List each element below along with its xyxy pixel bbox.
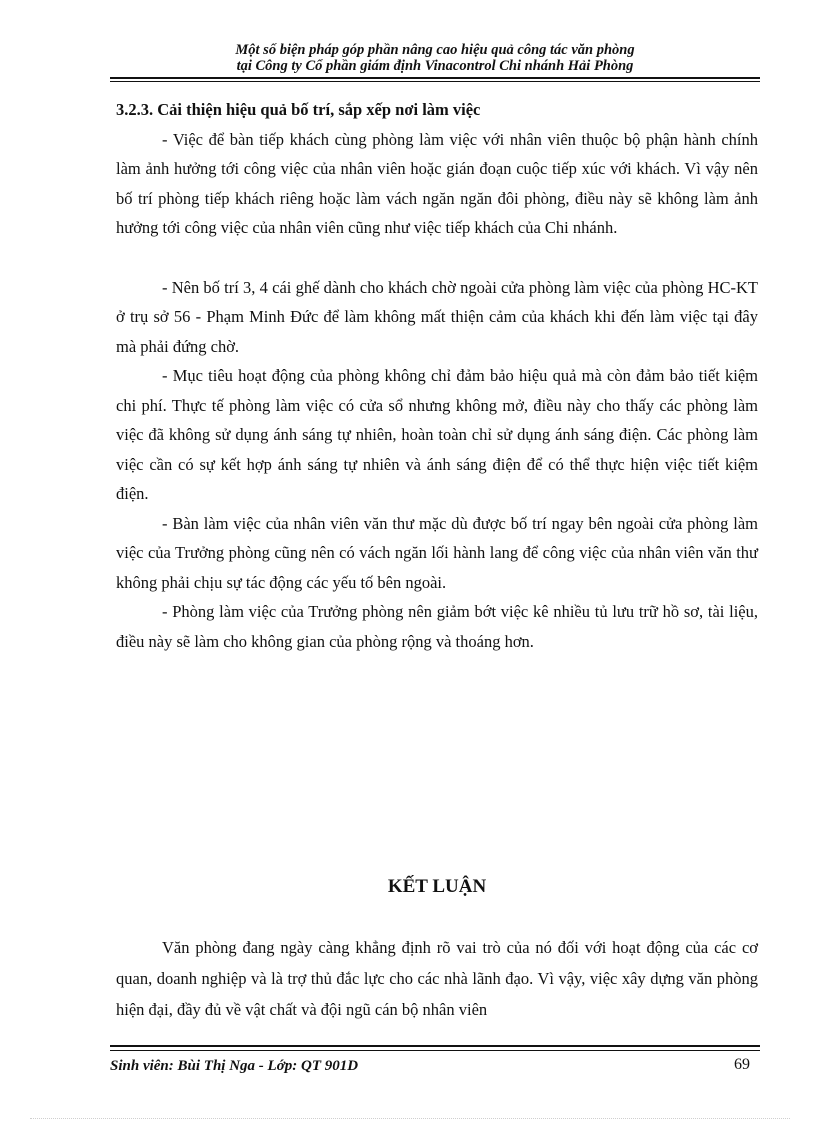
paragraph-gap	[116, 243, 758, 273]
conclusion-title: KẾT LUẬN	[387, 876, 487, 897]
section-title: 3.2.3. Cải thiện hiệu quả bố trí, sắp xếp nơi làm việc	[116, 100, 481, 119]
conclusion-paragraph: Văn phòng đang ngày càng khẳng định rõ vai trò của nó đối với hoạt động của các cơ quan, doanh nghiệp và là trợ thủ đắc lực cho các nhà lãnh đạo. Vì vậy, việc xây dựng văn phòng hiện đại, đầy đủ về vật chất và đội ngũ cán bộ nhân viên	[116, 938, 758, 1019]
paragraph: - Nên bố trí 3, 4 cái ghế dành cho khách chờ ngoài cửa phòng làm việc của phòng HC-KT ở trụ sở 56 - Phạm Minh Đức để làm không mất thiện cảm của khách khi đến làm việc tại đây mà phải đứng chờ.	[116, 277, 758, 356]
header-line-2: tại Công ty Cổ phần giám định Vinacontrol Chi nhánh Hải Phòng	[236, 58, 634, 74]
section-body	[116, 95, 758, 656]
running-header	[110, 42, 760, 74]
paragraph: - Phòng làm việc của Trưởng phòng nên giảm bớt việc kê nhiều tủ lưu trữ hồ sơ, tài liệu, điều này sẽ làm cho không gian của phòng rộng và thoáng hơn.	[116, 602, 758, 651]
footer-rule-thin	[110, 1050, 760, 1051]
header-rule	[110, 77, 760, 79]
footer-rule	[110, 1045, 760, 1047]
header-rule-thin	[110, 81, 760, 82]
page-edge-divider	[30, 1118, 790, 1119]
footer-student-info: Sinh viên: Bùi Thị Nga - Lớp: QT 901D	[110, 1058, 359, 1074]
paragraph: - Bàn làm việc của nhân viên văn thư mặc dù được bố trí ngay bên ngoài cửa phòng làm việc của Trưởng phòng cũng nên có vách ngăn lối hành lang để công việc của nhân viên văn thư không phải chịu sự tác động các yếu tố bên ngoài.	[116, 513, 758, 592]
paragraph: - Mục tiêu hoạt động của phòng không chỉ đảm bảo hiệu quả mà còn đảm bảo tiết kiệm chi phí. Thực tế phòng làm việc có cửa sổ nhưng không mở, điều này cho thấy các phòng làm việc đã không sử dụng ánh sáng tự nhiên, hoàn toàn chỉ sử dụng ánh sáng điện. Các phòng làm việc cần có sự kết hợp ánh sáng tự nhiên và ánh sáng điện để có thể thực hiện việc tiết kiệm điện.	[116, 366, 758, 503]
page-number: 69	[734, 1056, 750, 1073]
paragraph: - Việc để bàn tiếp khách cùng phòng làm việc với nhân viên thuộc bộ phận hành chính làm ảnh hưởng tới công việc của nhân viên hoặc gián đoạn cuộc tiếp xúc với khách. Vì vậy nên bố trí phòng tiếp khách riêng hoặc làm vách ngăn ngăn đôi phòng, điều này sẽ không làm ảnh hưởng tới công việc của nhân viên cũng như việc tiếp khách của Chi nhánh.	[116, 129, 758, 237]
header-line-1: Một số biện pháp góp phần nâng cao hiệu quả công tác văn phòng	[235, 42, 635, 58]
